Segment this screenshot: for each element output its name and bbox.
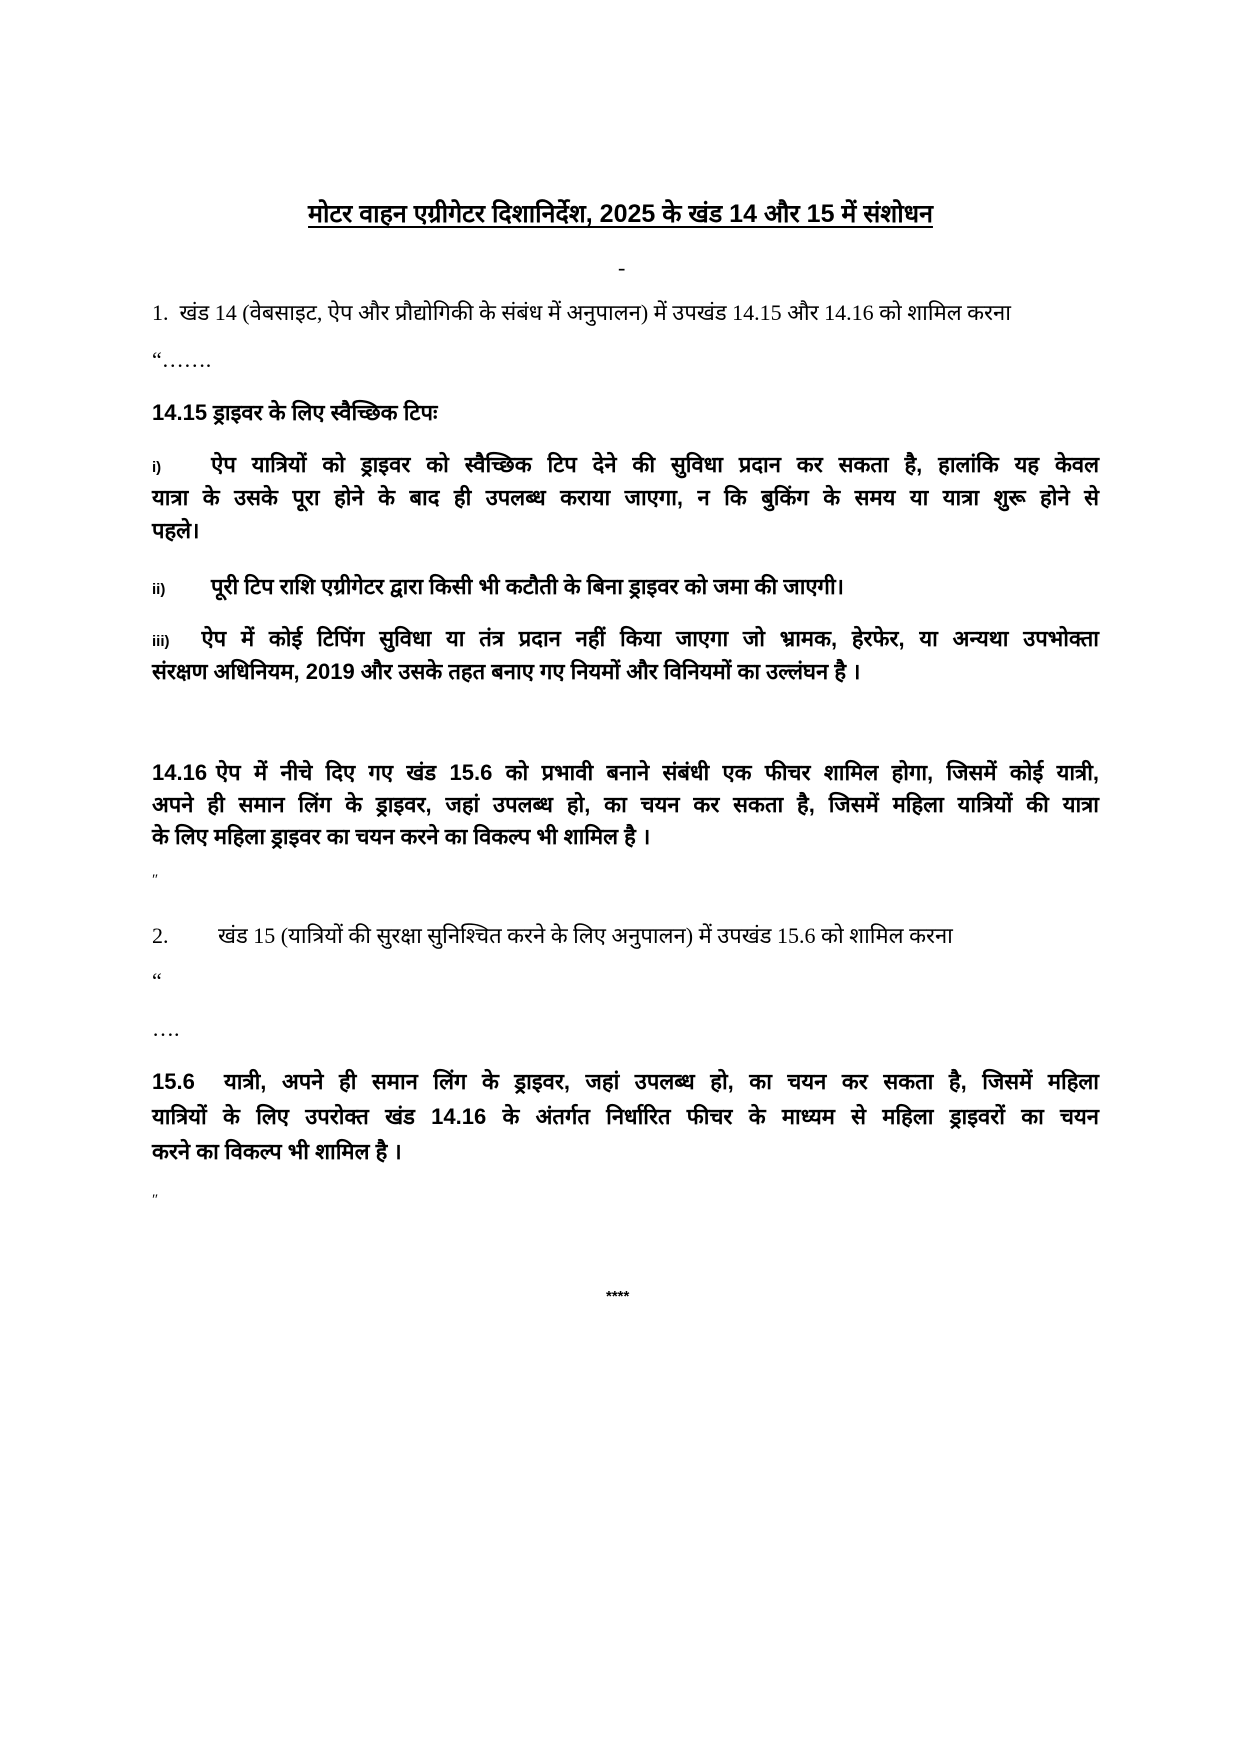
item-2-close-quote: ″: [152, 1192, 159, 1208]
point-i-line-2: यात्रा के उसके पूरा होने के बाद ही उपलब्ध कराया जाएगा, न कि बुकिंग के समय या यात्रा शुरू होने से: [152, 485, 1099, 510]
point-iii-line-2: संरक्षण अधिनियम, 2019 और उसके तहत बनाए गए नियमों और विनियमों का उल्लंघन है ।: [152, 659, 861, 684]
document-title: मोटर वाहन एग्रीगेटर दिशानिर्देश, 2025 के खंड 14 और 15 में संशोधन: [308, 200, 933, 228]
section-14-16-line-1: 14.16 ऐप में नीचे दिए गए खंड 15.6 को प्रभावी बनाने संबंधी एक फीचर शामिल होगा, जिसमें कोई यात्री,: [152, 760, 1099, 785]
section-14-16-line-3: के लिए महिला ड्राइवर का चयन करने का विकल्प भी शामिल है ।: [152, 824, 651, 849]
point-ii: ii) पूरी टिप राशि एग्रीगेटर द्वारा किसी भी कटौती के बिना ड्राइवर को जमा की जाएगी।: [152, 574, 844, 599]
end-mark: ****: [606, 1288, 630, 1305]
section-14-15-heading: 14.15 ड्राइवर के लिए स्वैच्छिक टिपः: [152, 400, 438, 425]
point-i-line-3: पहले।: [152, 518, 200, 543]
item-2-heading: [152, 920, 1099, 950]
item-2-text: खंड 15 (यात्रियों की सुरक्षा सुनिश्चित करने के लिए अनुपालन) में उपखंड 15.6 को शामिल करना: [218, 923, 953, 948]
section-15-6-line-2: यात्रियों के लिए उपरोक्त खंड 14.16 के अंतर्गत निर्धारित फीचर के माध्यम से महिला ड्राइवरों का चयन: [152, 1104, 1099, 1129]
section-15-6-line-3: करने का विकल्प भी शामिल है ।: [152, 1139, 402, 1164]
item-2-open-quote: “: [152, 968, 162, 993]
point-i-line-1: i) ऐप यात्रियों को ड्राइवर को स्वैच्छिक टिप देने की सुविधा प्रदान कर सकता है, हालांकि यह केवल: [152, 452, 1099, 477]
item-1-number: 1.: [152, 300, 169, 325]
section-15-6-line-1: 15.6 यात्री, अपने ही समान लिंग के ड्राइवर, जहां उपलब्ध हो, का चयन कर सकता है, जिसमें महिला: [152, 1069, 1099, 1094]
item-1-heading: [152, 297, 1099, 327]
point-iii-line-1: iii) ऐप में कोई टिपिंग सुविधा या तंत्र प्रदान नहीं किया जाएगा जो भ्रामक, हेरफेर, या अन्यथा उपभोक्ता: [152, 626, 1099, 651]
item-2-ellipsis: ….: [152, 1016, 180, 1041]
item-1-close-quote: ″: [152, 872, 159, 888]
item-1-open-quote: “…….: [152, 347, 212, 372]
dash-separator: -: [618, 255, 626, 280]
section-14-16-line-2: अपने ही समान लिंग के ड्राइवर, जहां उपलब्ध हो, का चयन कर सकता है, जिसमें महिला यात्रियों की यात्रा: [152, 792, 1099, 817]
item-1-text: खंड 14 (वेबसाइट, ऐप और प्रौद्योगिकी के संबंध में अनुपालन) में उपखंड 14.15 और 14.16 को शामिल करना: [179, 300, 1011, 325]
item-2-number: 2.: [152, 923, 169, 948]
